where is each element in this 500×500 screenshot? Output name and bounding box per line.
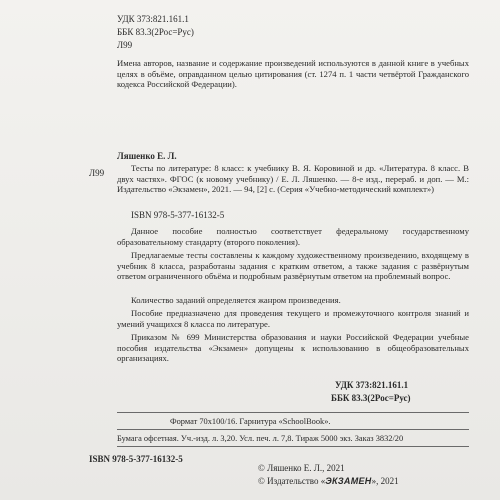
annotation-paragraph-2: Предлагаемые тесты составлены к каждому художественному произведению, входящему в учебник 8 класса, разработаны задания с кратким ответом, а также задания с развёрнутым ответом ограниченного объёма и подробным развёрнутым ответом на проблемный вопрос. bbox=[117, 250, 469, 282]
imprint-paper: Бумага офсетная. Уч.-изд. л. 3,20. Усл. печ. л. 7,8. Тираж 5000 экз. Заказ 3832/20 bbox=[117, 434, 404, 443]
copyright-notice: Имена авторов, название и содержание произведений используются в данной книге в учебных целях в объёме, оправданном целью цитирования (ст. 1274 п. 1 части четвёртой Гражданского кодекса Российской Федерации). bbox=[117, 58, 469, 90]
entry-description: Тесты по литературе: 8 класс: к учебнику В. Я. Коровиной и др. «Литература. 8 класс. В двух частях». ФГОС (к новому учебнику) / Е. Л. Ляшенко. — 8-е изд., перераб. и доп. — М.: Издательство «Экзамен», 2021. — 94, [2] с. (Серия «Учебно-методический комплект») bbox=[117, 163, 469, 195]
copyright-publisher-suffix: », 2021 bbox=[371, 476, 399, 486]
author-mark: Л99 bbox=[117, 40, 133, 50]
bottom-isbn: ISBN 978-5-377-16132-5 bbox=[89, 454, 183, 464]
annotation-paragraph-4: Пособие предназначено для проведения текущего и промежуточного контроля знаний и умений учащихся 8 класса по литературе. bbox=[117, 308, 469, 329]
show-through-shape bbox=[300, 131, 391, 167]
copyright-author: © Ляшенко Е. Л., 2021 bbox=[258, 463, 345, 473]
entry-isbn: ISBN 978-5-377-16132-5 bbox=[131, 210, 225, 220]
entry-author: Ляшенко Е. Л. bbox=[117, 151, 177, 161]
annotation-paragraph-3: Количество заданий определяется жанром произведения. bbox=[131, 295, 341, 305]
bbk-code: ББК 83.3(2Рос=Рус) bbox=[117, 27, 194, 37]
imprint-format: Формат 70x100/16. Гарнитура «SchoolBook». bbox=[170, 417, 331, 426]
right-udk-code: УДК 373:821.161.1 bbox=[335, 380, 409, 390]
imprint-bottom-rule bbox=[117, 446, 469, 447]
annotation-paragraph-1: Данное пособие полностью соответствует федеральному государственному образовательному стандарту (второго поколения). bbox=[117, 226, 469, 247]
annotation-paragraph-5: Приказом № 699 Министерства образования и науки Российской Федерации учебные пособия издательства «Экзамен» допущены к использованию в общеобразовательных организациях. bbox=[117, 332, 469, 364]
publisher-logo-text: ЭКЗАМЕН bbox=[325, 476, 372, 486]
imprint-top-rule bbox=[117, 412, 469, 413]
udk-code: УДК 373:821.161.1 bbox=[117, 14, 189, 24]
copyright-publisher bbox=[258, 476, 399, 487]
right-bbk-code: ББК 83.3(2Рос=Рус) bbox=[331, 393, 411, 403]
imprint-middle-rule bbox=[117, 429, 469, 430]
copyright-publisher-prefix: © Издательство « bbox=[258, 476, 326, 486]
entry-code: Л99 bbox=[89, 168, 105, 178]
